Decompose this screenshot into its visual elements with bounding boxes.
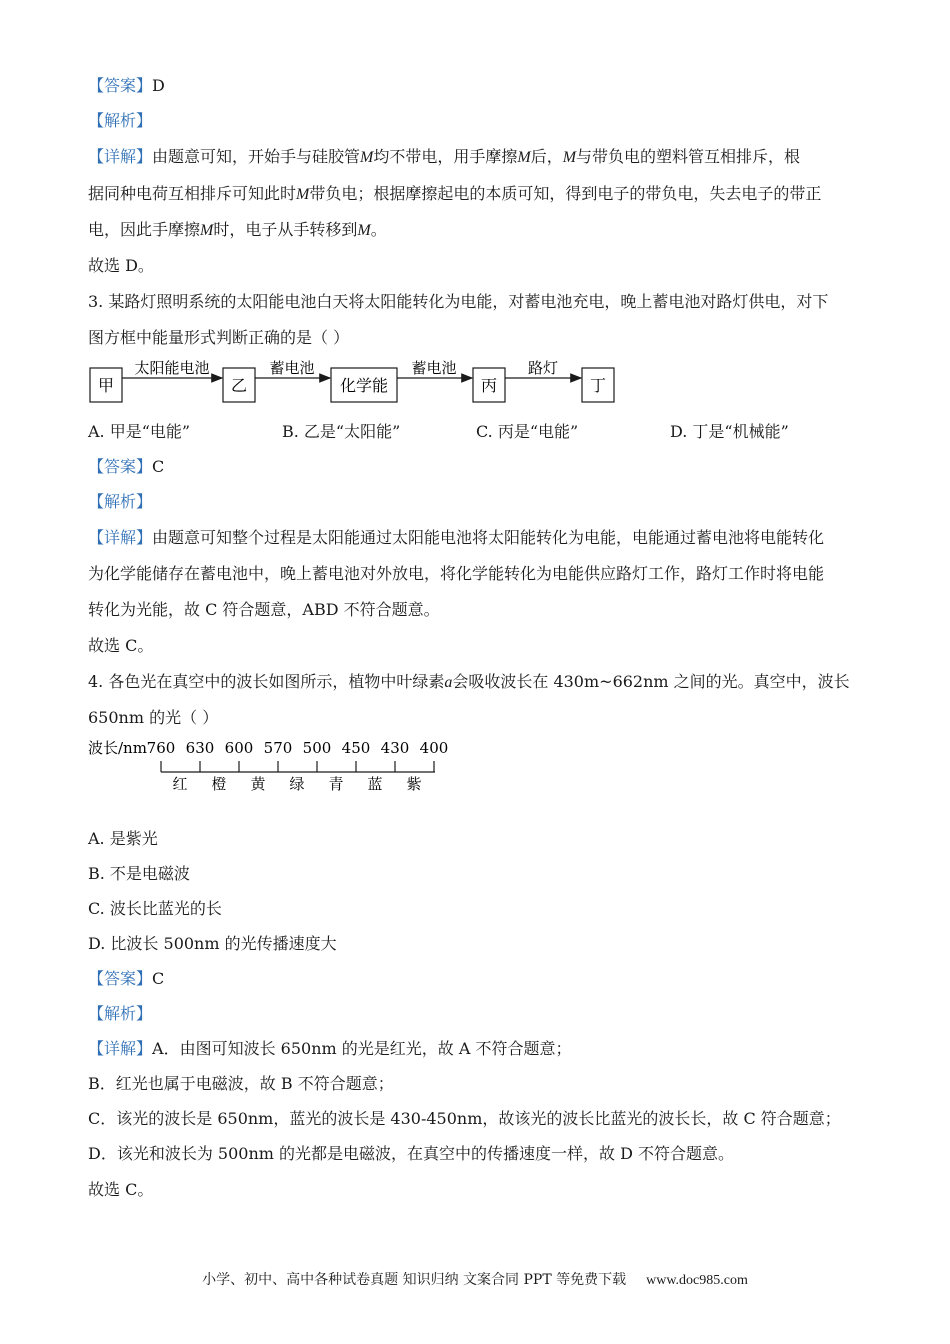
answer-tag: 【答案】	[88, 969, 153, 988]
q3-answer-line	[88, 457, 164, 477]
q4-detail-d: D．该光和波长为 500nm 的光都是电磁波，在真空中的传播速度一样，故 D 不符合题意。	[88, 1144, 735, 1163]
q4-option-c: C. 波长比蓝光的长	[88, 899, 222, 918]
q3-stem-line-1: 3. 某路灯照明系统的太阳能电池白天将太阳能转化为电能，对蓄电池充电，晚上蓄电池对路灯供电，对下	[88, 292, 829, 311]
q3-analysis-tag: 【解析】	[88, 492, 153, 511]
color-label-violet: 紫	[406, 775, 422, 793]
q3-detail-line-3: 转化为光能，故 C 符合题意，ABD 不符合题意。	[88, 600, 440, 619]
q2-answer-line	[88, 76, 165, 96]
color-label-cyan: 青	[328, 775, 344, 793]
tick-label: 760	[146, 739, 176, 757]
tick-label: 430	[380, 739, 410, 757]
answer-value: C	[152, 457, 165, 476]
q4-analysis-tag: 【解析】	[88, 1004, 153, 1023]
footer-link[interactable]: www.doc985.com	[646, 1273, 748, 1288]
q3-option-a: A. 甲是“电能”	[88, 422, 191, 441]
box-ding-label: 丁	[589, 376, 607, 395]
answer-tag: 【答案】	[88, 76, 153, 95]
tick-label: 630	[185, 739, 215, 757]
page-footer	[0, 1270, 950, 1291]
wavelength-axis-label: 波长/nm	[88, 739, 147, 757]
q3-option-d: D. 丁是“机械能”	[670, 422, 789, 441]
q4-conclusion: 故选 C。	[88, 1180, 154, 1199]
q3-detail-line-2: 为化学能储存在蓄电池中，晚上蓄电池对外放电，将化学能转化为电能供应路灯工作，路灯工作时将电能	[88, 564, 825, 583]
q4-option-d: D. 比波长 500nm 的光传播速度大	[88, 934, 337, 953]
answer-tag: 【答案】	[88, 457, 153, 476]
color-label-yellow: 黄	[250, 775, 266, 793]
tick-label: 600	[224, 739, 254, 757]
q4-detail-b: B．红光也属于电磁波，故 B 不符合题意；	[88, 1074, 394, 1093]
color-label-green: 绿	[289, 775, 305, 793]
q3-conclusion: 故选 C。	[88, 636, 154, 655]
color-label-red: 红	[172, 775, 188, 793]
tick-label: 400	[419, 739, 449, 757]
energy-flow-diagram	[88, 352, 628, 406]
q2-detail-line-3: 电，因此手摩擦M时，电子从手转移到M。	[88, 220, 387, 239]
box-chemical-label: 化学能	[339, 376, 389, 395]
q3-detail-line-1: 【详解】由题意可知整个过程是太阳能通过太阳能电池将太阳能转化为电能，电能通过蓄电池将电能转化	[88, 528, 825, 547]
detail-tag: 【详解】	[88, 528, 153, 547]
q4-option-b: B. 不是电磁波	[88, 864, 190, 883]
q4-stem-line-1: 4. 各色光在真空中的波长如图所示，植物中叶绿素a会吸收波长在 430m~662nm 之间的光。真空中，波长	[88, 672, 850, 691]
answer-value: D	[152, 76, 165, 95]
q2-detail-line-1: 【详解】由题意可知，开始手与硅胶管M均不带电，用手摩擦M后，M与带负电的塑料管互相排斥，根	[88, 147, 801, 166]
q2-detail-line-2: 据同种电荷互相排斥可知此时M带负电；根据摩擦起电的本质可知，得到电子的带负电，失去电子的带正	[88, 184, 822, 203]
arrow-1-label: 太阳能电池	[134, 359, 210, 377]
q4-detail-a: 【详解】A．由图可知波长 650nm 的光是红光，故 A 不符合题意；	[88, 1039, 572, 1058]
footer-text: 小学、初中、高中各种试卷真题 知识归纳 文案合同 PPT 等免费下载	[202, 1272, 627, 1288]
color-label-orange: 橙	[211, 775, 227, 793]
tick-label: 570	[263, 739, 293, 757]
q4-stem-line-2: 650nm 的光（ ）	[88, 708, 219, 727]
q4-option-a: A. 是紫光	[88, 829, 158, 848]
arrow-2-label: 蓄电池	[269, 359, 315, 377]
color-label-blue: 蓝	[367, 775, 383, 793]
tick-label: 500	[302, 739, 332, 757]
q4-detail-c: C．该光的波长是 650nm，蓝光的波长是 430-450nm，故该光的波长比蓝光的波长长，故 C 符合题意；	[88, 1109, 841, 1128]
arrow-4-label: 路灯	[527, 359, 559, 377]
q3-option-b: B. 乙是“太阳能”	[282, 422, 401, 441]
detail-tag: 【详解】	[88, 147, 153, 166]
wavelength-spectrum-diagram	[86, 734, 466, 798]
arrow-3-label: 蓄电池	[411, 359, 457, 377]
box-jia-label: 甲	[97, 376, 115, 395]
box-bing-label: 丙	[480, 376, 498, 395]
q3-stem-line-2: 图方框中能量形式判断正确的是（ ）	[88, 328, 350, 347]
tick-label: 450	[341, 739, 371, 757]
detail-tag: 【详解】	[88, 1039, 153, 1058]
box-yi-label: 乙	[230, 376, 248, 395]
q3-option-c: C. 丙是“电能”	[476, 422, 579, 441]
q4-answer-line	[88, 969, 164, 989]
answer-value: C	[152, 969, 165, 988]
q2-conclusion: 故选 D。	[88, 256, 154, 275]
q2-analysis-tag: 【解析】	[88, 111, 153, 130]
